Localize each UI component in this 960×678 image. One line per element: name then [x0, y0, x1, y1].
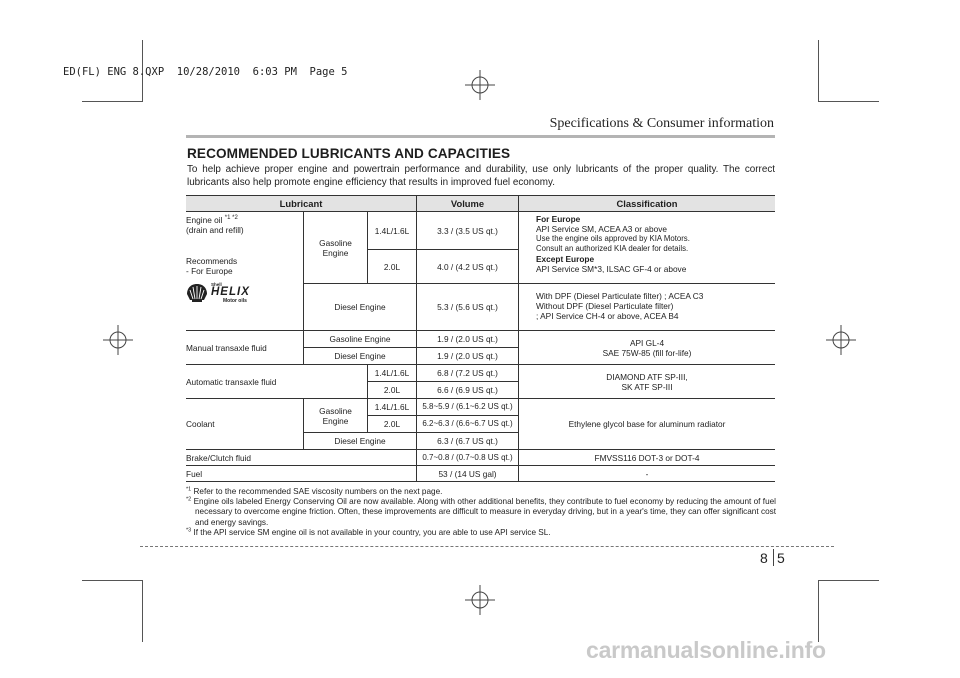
print-slug: ED(FL) ENG 8.QXP 10/28/2010 6:03 PM Page 5 — [63, 66, 348, 78]
shell-wordmark: Shell — [211, 282, 222, 287]
fuel-classification: - — [518, 465, 775, 481]
automatic-transaxle-label: Automatic transaxle fluid — [186, 364, 367, 398]
class-line: ; API Service CH-4 or above, ACEA B4 — [536, 311, 679, 321]
footnote-2: $^{*2}$ Engine oils labeled Energy Conserving Oil are now available. Along with other additional benefits, they contribute to fuel economy by reducing the amount of fuel necessary to overcome engine friction. Often, these improvements are difficult to measure in everyday driving, but in a year's time, they can offer significant cost and energy savings. — [186, 496, 776, 527]
coolant-size-1: 1.4L/1.6L — [367, 398, 416, 415]
manual-classification — [518, 330, 775, 364]
section-header: Specifications & Consumer information — [549, 116, 774, 131]
engine-oil-diesel-classification — [518, 283, 775, 330]
for-europe-label: - For Europe — [186, 266, 233, 276]
helix-wordmark: HELIX — [211, 286, 250, 298]
class-heading-except-europe: Except Europe — [536, 254, 595, 264]
engine-oil-size-1: 1.4L/1.6L — [367, 211, 416, 249]
class-line: SAE 75W-85 (fill for-life) — [602, 347, 692, 358]
shell-helix-logo — [186, 282, 303, 304]
registration-mark-right — [826, 325, 856, 355]
watermark: carmanualsonline.info — [586, 637, 826, 663]
chapter-number: 8 — [760, 550, 768, 566]
engine-oil-diesel: Diesel Engine — [303, 283, 416, 330]
coolant-volume-1: 5.8~5.9 / (6.1~6.2 US qt.) — [416, 398, 518, 415]
class-line: With DPF (Diesel Particulate filter) ; ACEA C3 — [536, 291, 704, 301]
footnote-1: $^{*1}$ Refer to the recommended SAE viscosity numbers on the next page. — [186, 486, 443, 496]
engine-oil-gasoline: Gasoline Engine — [303, 211, 367, 283]
page-title: RECOMMENDED LUBRICANTS AND CAPACITIES — [187, 146, 511, 161]
engine-oil-sub: (drain and refill) — [186, 225, 244, 235]
motor-oils-wordmark: Motor oils — [223, 298, 247, 304]
automatic-volume-2: 6.6 / (6.9 US qt.) — [416, 381, 518, 398]
coolant-label: Coolant — [186, 398, 303, 449]
coolant-diesel: Diesel Engine — [303, 432, 416, 449]
brake-clutch-classification: FMVSS116 DOT-3 or DOT-4 — [518, 449, 775, 465]
class-line: Use the engine oils approved by KIA Motors. — [536, 234, 690, 243]
class-heading-europe: For Europe — [536, 214, 581, 224]
header-classification: Classification — [518, 195, 775, 211]
manual-gasoline: Gasoline Engine — [303, 330, 416, 347]
class-line: Without DPF (Diesel Particulate filter) — [536, 301, 674, 311]
manual-diesel-volume: 1.9 / (2.0 US qt.) — [416, 347, 518, 364]
fuel-label: Fuel — [186, 465, 416, 481]
automatic-classification — [518, 364, 775, 398]
class-line: API Service SM, ACEA A3 or above — [536, 224, 667, 234]
shell-pecten-icon — [186, 283, 208, 303]
page-number: 5 — [777, 550, 785, 566]
engine-oil-volume-2: 4.0 / (4.2 US qt.) — [416, 249, 518, 283]
header-lubricant: Lubricant — [186, 195, 416, 211]
engine-oil-size-2: 2.0L — [367, 249, 416, 283]
coolant-volume-2: 6.2~6.3 / (6.6~6.7 US qt.) — [416, 415, 518, 432]
class-line: API Service SM*3, ILSAC GF-4 or above — [536, 264, 687, 274]
lubricants-table — [186, 195, 775, 482]
automatic-size-2: 2.0L — [367, 381, 416, 398]
manual-transaxle-label: Manual transaxle fluid — [186, 330, 303, 364]
engine-oil-diesel-volume: 5.3 / (5.6 US qt.) — [416, 283, 518, 330]
header-rule — [186, 135, 775, 138]
recommends-label: Recommends — [186, 256, 238, 266]
engine-oil-label: Engine oil $^{*1 *2}$ — [186, 215, 238, 225]
automatic-size-1: 1.4L/1.6L — [367, 364, 416, 381]
footnote-3: $^{*3}$ If the API service SM engine oil is not available in your country, you are able to use API service SL. — [186, 527, 551, 537]
brake-clutch-volume: 0.7~0.8 / (0.7~0.8 US qt.) — [416, 449, 518, 465]
page-number-divider — [773, 549, 774, 566]
engine-oil-volume-1: 3.3 / (3.5 US qt.) — [416, 211, 518, 249]
footer-rule — [140, 546, 834, 547]
intro-paragraph: To help achieve proper engine and powertrain performance and durability, use only lubricants of the proper quality. The correct lubricants also help promote engine efficiency that results in improved fuel economy. — [187, 164, 775, 188]
class-line: DIAMOND ATF SP-III, — [606, 371, 688, 382]
class-line: SK ATF SP-III — [621, 381, 673, 392]
manual-diesel: Diesel Engine — [303, 347, 416, 364]
engine-oil-gasoline-classification — [518, 211, 775, 283]
fuel-volume: 53 / (14 US gal) — [416, 465, 518, 481]
header-volume: Volume — [416, 195, 518, 211]
coolant-gasoline: Gasoline Engine — [303, 398, 367, 432]
registration-mark-top — [465, 70, 495, 100]
coolant-diesel-volume: 6.3 / (6.7 US qt.) — [416, 432, 518, 449]
footnotes — [186, 487, 776, 538]
coolant-classification: Ethylene glycol base for aluminum radiator — [518, 398, 775, 449]
engine-oil-cell — [186, 211, 303, 330]
manual-gasoline-volume: 1.9 / (2.0 US qt.) — [416, 330, 518, 347]
class-line: Consult an authorized KIA dealer for details. — [536, 244, 689, 253]
automatic-volume-1: 6.8 / (7.2 US qt.) — [416, 364, 518, 381]
registration-mark-left — [103, 325, 133, 355]
registration-mark-bottom — [465, 585, 495, 615]
class-line: API GL-4 — [629, 337, 665, 348]
brake-clutch-label: Brake/Clutch fluid — [186, 449, 416, 465]
coolant-size-2: 2.0L — [367, 415, 416, 432]
